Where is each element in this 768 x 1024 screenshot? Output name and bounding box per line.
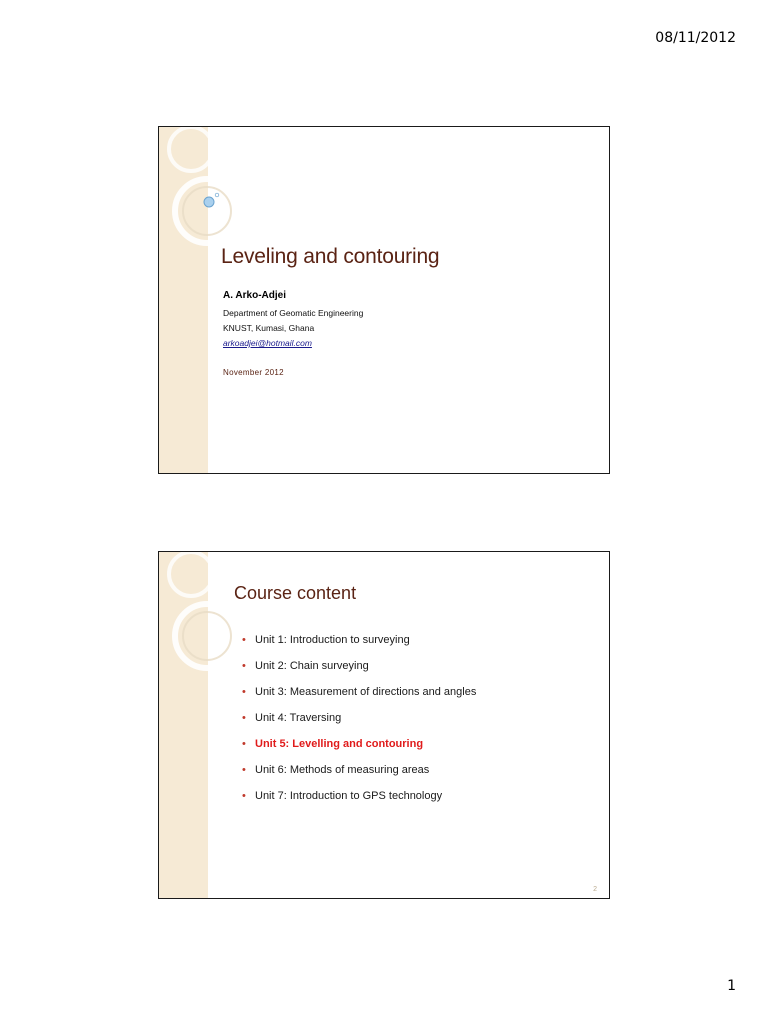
list-item-active bbox=[242, 737, 476, 763]
unit-label: Unit 2: Chain surveying bbox=[255, 660, 369, 672]
department-text: Department of Geomatic Engineering bbox=[223, 308, 364, 318]
presentation-date: November 2012 bbox=[223, 368, 284, 377]
bullet-icon: • bbox=[242, 764, 246, 776]
author-name: A. Arko-Adjei bbox=[223, 290, 286, 301]
page-number: 1 bbox=[727, 978, 736, 994]
decorative-circles-icon bbox=[159, 127, 249, 257]
list-item bbox=[242, 711, 476, 737]
unit-label: Unit 6: Methods of measuring areas bbox=[255, 764, 430, 776]
bullet-icon: • bbox=[242, 686, 246, 698]
slide-title: Course content bbox=[234, 583, 357, 603]
page-date: 08/11/2012 bbox=[655, 30, 736, 46]
unit-label: Unit 3: Measurement of directions and angles bbox=[255, 686, 477, 698]
bullet-icon: • bbox=[242, 660, 246, 672]
bullet-icon: • bbox=[242, 790, 246, 802]
bullet-icon: • bbox=[242, 634, 246, 646]
email-link[interactable]: arkoadjei@hotmail.com bbox=[223, 338, 312, 348]
slide-number: 2 bbox=[593, 886, 597, 893]
bullet-icon: • bbox=[242, 738, 246, 750]
list-item bbox=[242, 633, 476, 659]
unit-list bbox=[242, 633, 477, 815]
list-item bbox=[242, 789, 476, 815]
list-item bbox=[242, 659, 476, 685]
unit-label: Unit 4: Traversing bbox=[255, 712, 342, 724]
unit-label: Unit 5: Levelling and contouring bbox=[255, 738, 424, 750]
unit-label: Unit 1: Introduction to surveying bbox=[255, 634, 410, 646]
slide-title: Leveling and contouring bbox=[221, 245, 440, 268]
institution-text: KNUST, Kumasi, Ghana bbox=[223, 323, 315, 333]
slide-title-slide bbox=[158, 126, 610, 474]
list-item bbox=[242, 763, 476, 789]
slide-course-content bbox=[158, 551, 610, 899]
list-item bbox=[242, 685, 477, 711]
decorative-circles-icon bbox=[159, 552, 249, 682]
bullet-icon: • bbox=[242, 712, 246, 724]
unit-label: Unit 7: Introduction to GPS technology bbox=[255, 790, 443, 802]
